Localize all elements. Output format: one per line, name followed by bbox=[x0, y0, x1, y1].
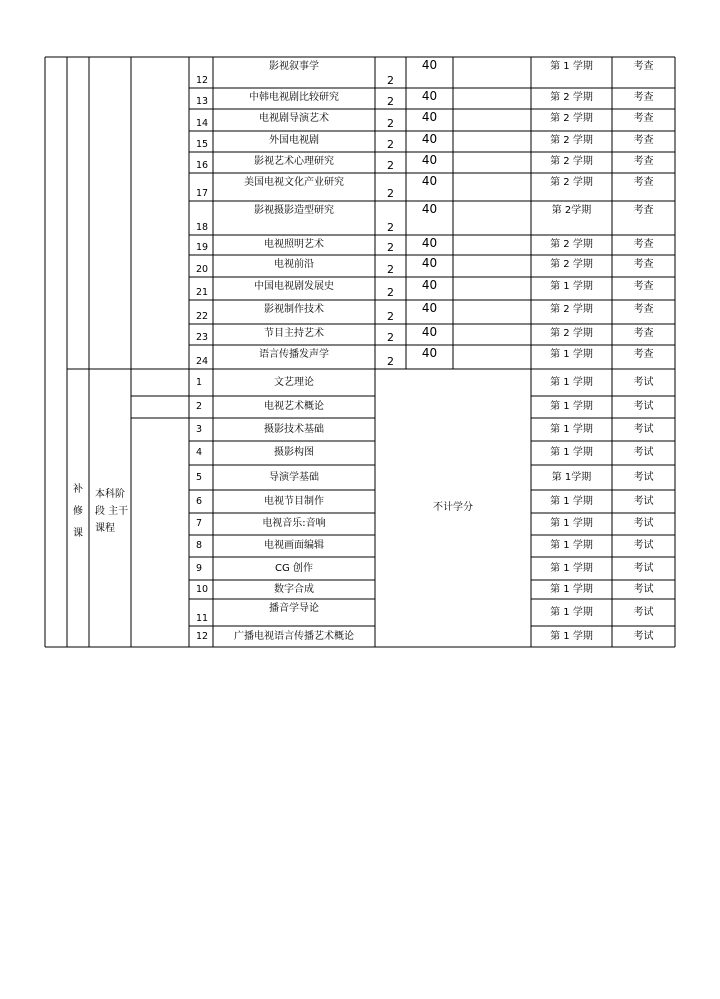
makeup-term-value-text: 第 1 学期 bbox=[550, 540, 593, 551]
makeup-row-number bbox=[189, 396, 213, 418]
makeup-course-name-text: 摄影构图 bbox=[274, 447, 314, 458]
assessment-value-text: 考查 bbox=[633, 304, 654, 315]
credit-value-text: 2 bbox=[387, 263, 394, 276]
makeup-course-name bbox=[213, 599, 375, 626]
term-value bbox=[531, 57, 612, 88]
makeup-term-value bbox=[531, 396, 612, 418]
row-number bbox=[189, 173, 213, 201]
makeup-row-number-text: 11 bbox=[196, 613, 209, 624]
hours-value bbox=[406, 277, 453, 300]
makeup-course-name bbox=[213, 580, 375, 599]
course-name bbox=[213, 345, 375, 369]
assessment-value bbox=[612, 235, 675, 255]
makeup-row-number-text: 3 bbox=[196, 423, 203, 435]
hours-value bbox=[406, 300, 453, 324]
makeup-term-value bbox=[531, 465, 612, 490]
hours-value-text: 40 bbox=[421, 278, 438, 292]
makeup-assessment-value-text: 考试 bbox=[633, 540, 654, 551]
course-name-text: 影视叙事学 bbox=[269, 61, 319, 72]
term-value bbox=[531, 255, 612, 277]
makeup-assessment-value-text: 考试 bbox=[633, 495, 654, 507]
term-value bbox=[531, 324, 612, 345]
assessment-value-text: 考查 bbox=[633, 328, 654, 339]
makeup-term-value bbox=[531, 441, 612, 465]
credit-value-text: 2 bbox=[387, 187, 394, 200]
term-value-text: 第 1 学期 bbox=[550, 281, 593, 292]
term-value-text: 第 2 学期 bbox=[550, 304, 593, 315]
assessment-value bbox=[612, 277, 675, 300]
row-number bbox=[189, 152, 213, 173]
makeup-stage-label: 本科阶段 主干 课程 bbox=[95, 488, 129, 534]
makeup-stage-cell bbox=[89, 480, 131, 542]
row-number bbox=[189, 201, 213, 235]
course-name bbox=[213, 131, 375, 152]
credit-value bbox=[375, 152, 406, 173]
term-value bbox=[531, 152, 612, 173]
credit-value-text: 2 bbox=[387, 355, 394, 368]
credit-value-text: 2 bbox=[387, 117, 394, 130]
makeup-assessment-value-text: 考试 bbox=[633, 606, 654, 618]
makeup-row-number bbox=[189, 490, 213, 513]
makeup-assessment-value bbox=[612, 513, 675, 535]
makeup-row-number bbox=[189, 557, 213, 580]
row-number bbox=[189, 324, 213, 345]
assessment-value bbox=[612, 131, 675, 152]
makeup-course-name bbox=[213, 418, 375, 441]
hours-value bbox=[406, 131, 453, 152]
term-value-text: 第 2 学期 bbox=[550, 259, 593, 270]
hours-value-text: 40 bbox=[421, 236, 438, 250]
course-name-text: 语言传播发声学 bbox=[259, 349, 329, 360]
row-number-text: 17 bbox=[196, 188, 209, 199]
assessment-value bbox=[612, 152, 675, 173]
course-name bbox=[213, 152, 375, 173]
credit-value-text: 2 bbox=[387, 74, 394, 87]
term-value bbox=[531, 300, 612, 324]
assessment-value bbox=[612, 88, 675, 109]
credit-value-text: 2 bbox=[387, 286, 394, 299]
makeup-course-name bbox=[213, 465, 375, 490]
row-number-text: 13 bbox=[196, 96, 209, 107]
makeup-assessment-value bbox=[612, 626, 675, 647]
makeup-assessment-value bbox=[612, 557, 675, 580]
term-value bbox=[531, 277, 612, 300]
term-value-text: 第 2 学期 bbox=[550, 135, 593, 146]
hours-value-text: 40 bbox=[421, 202, 438, 216]
course-name-text: 影视艺术心理研究 bbox=[254, 156, 334, 167]
row-number-text: 20 bbox=[196, 264, 209, 275]
makeup-course-name bbox=[213, 396, 375, 418]
course-name-text: 美国电视文化产业研究 bbox=[244, 177, 344, 188]
term-value-text: 第 2 学期 bbox=[550, 156, 593, 167]
makeup-term-value bbox=[531, 626, 612, 647]
course-name-text: 电视前沿 bbox=[274, 259, 314, 270]
row-number-text: 15 bbox=[196, 139, 209, 150]
hours-value bbox=[406, 255, 453, 277]
hours-value-text: 40 bbox=[421, 132, 438, 146]
assessment-value-text: 考查 bbox=[633, 61, 654, 72]
hours-value bbox=[406, 57, 453, 88]
course-name-text: 电视照明艺术 bbox=[264, 239, 324, 250]
row-number bbox=[189, 88, 213, 109]
makeup-credit-note: 不计学分 bbox=[433, 502, 473, 513]
hours-value-text: 40 bbox=[421, 110, 438, 124]
makeup-course-name-text: 文艺理论 bbox=[274, 376, 314, 388]
hours-value bbox=[406, 345, 453, 369]
row-number-text: 19 bbox=[196, 242, 209, 253]
makeup-course-name-text: 电视艺术概论 bbox=[264, 401, 324, 412]
makeup-row-number-text: 12 bbox=[196, 630, 209, 642]
credit-value bbox=[375, 324, 406, 345]
term-value-text: 第 1 学期 bbox=[550, 349, 593, 360]
makeup-assessment-value bbox=[612, 396, 675, 418]
makeup-term-value-text: 第 1 学期 bbox=[550, 376, 593, 388]
credit-value bbox=[375, 201, 406, 235]
course-name-text: 中韩电视剧比较研究 bbox=[249, 92, 339, 103]
makeup-course-name-text: 电视画面编辑 bbox=[264, 540, 324, 551]
assessment-value-text: 考查 bbox=[633, 259, 654, 270]
assessment-value-text: 考查 bbox=[633, 177, 654, 188]
makeup-category-cell bbox=[67, 479, 89, 545]
makeup-assessment-value bbox=[612, 418, 675, 441]
row-number-text: 23 bbox=[196, 332, 209, 343]
assessment-value bbox=[612, 300, 675, 324]
makeup-term-value bbox=[531, 535, 612, 557]
assessment-value-text: 考查 bbox=[633, 349, 654, 360]
course-name bbox=[213, 173, 375, 201]
makeup-category-char-2: 修 bbox=[73, 506, 83, 517]
course-name-text: 外国电视剧 bbox=[269, 135, 319, 146]
course-name bbox=[213, 201, 375, 235]
row-number bbox=[189, 345, 213, 369]
term-value-text: 第 2 学期 bbox=[550, 328, 593, 339]
assessment-value-text: 考查 bbox=[633, 135, 654, 146]
makeup-assessment-value-text: 考试 bbox=[633, 471, 654, 483]
makeup-course-name-text: 广播电视语言传播艺术概论 bbox=[234, 630, 354, 642]
makeup-term-value-text: 第 1 学期 bbox=[550, 630, 593, 642]
makeup-course-name-text: 播音学导论 bbox=[269, 603, 319, 614]
makeup-assessment-value-text: 考试 bbox=[633, 447, 654, 458]
credit-value-text: 2 bbox=[387, 241, 394, 254]
makeup-assessment-value-text: 考试 bbox=[633, 376, 654, 388]
hours-value bbox=[406, 235, 453, 255]
course-name-text: 影视制作技术 bbox=[264, 304, 324, 315]
term-value-text: 第 2 学期 bbox=[550, 92, 593, 103]
term-value bbox=[531, 88, 612, 109]
row-number bbox=[189, 300, 213, 324]
makeup-row-number-text: 1 bbox=[196, 376, 203, 388]
hours-value bbox=[406, 109, 453, 131]
makeup-term-value-text: 第 1 学期 bbox=[550, 447, 593, 458]
assessment-value-text: 考査 bbox=[633, 205, 654, 216]
makeup-term-value-text: 第 1 学期 bbox=[550, 606, 593, 618]
credit-value bbox=[375, 57, 406, 88]
hours-value-text: 40 bbox=[421, 256, 438, 270]
assessment-value bbox=[612, 57, 675, 88]
credit-value bbox=[375, 88, 406, 109]
makeup-assessment-value bbox=[612, 535, 675, 557]
makeup-course-name bbox=[213, 557, 375, 580]
makeup-course-name bbox=[213, 441, 375, 465]
makeup-term-value-text: 第 1 学期 bbox=[550, 583, 593, 595]
makeup-row-number-text: 5 bbox=[196, 471, 203, 483]
course-name-text: 节目主持艺术 bbox=[264, 328, 324, 339]
makeup-credit-note-cell bbox=[375, 499, 531, 517]
row-number-text: 16 bbox=[196, 160, 209, 171]
credit-value bbox=[375, 300, 406, 324]
hours-value bbox=[406, 88, 453, 109]
course-name bbox=[213, 88, 375, 109]
assessment-value bbox=[612, 201, 675, 235]
credit-value bbox=[375, 255, 406, 277]
term-value-text: 第 1 学期 bbox=[550, 61, 593, 72]
course-name bbox=[213, 255, 375, 277]
assessment-value-text: 考查 bbox=[633, 239, 654, 250]
hours-value bbox=[406, 152, 453, 173]
course-name bbox=[213, 277, 375, 300]
credit-value bbox=[375, 131, 406, 152]
makeup-term-value bbox=[531, 418, 612, 441]
row-number-text: 18 bbox=[196, 222, 209, 233]
hours-value bbox=[406, 173, 453, 201]
hours-value-text: 40 bbox=[421, 174, 438, 188]
hours-value bbox=[406, 201, 453, 235]
makeup-assessment-value bbox=[612, 465, 675, 490]
credit-value-text: 2 bbox=[387, 331, 394, 344]
makeup-term-value bbox=[531, 580, 612, 599]
course-name-text: 影视摄影造型研究 bbox=[254, 205, 334, 216]
makeup-course-name-text: 摄影技术基础 bbox=[264, 423, 324, 435]
assessment-value-text: 考查 bbox=[633, 113, 654, 124]
makeup-row-number bbox=[189, 513, 213, 535]
makeup-course-name bbox=[213, 513, 375, 535]
makeup-assessment-value bbox=[612, 580, 675, 599]
makeup-course-name-text: 电视音乐:音响 bbox=[262, 518, 326, 529]
makeup-row-number bbox=[189, 441, 213, 465]
makeup-row-number bbox=[189, 626, 213, 647]
credit-value-text: 2 bbox=[387, 138, 394, 151]
assessment-value-text: 考查 bbox=[633, 92, 654, 103]
makeup-assessment-value-text: 考试 bbox=[633, 401, 654, 412]
credit-value-text: 2 bbox=[387, 95, 394, 108]
term-value-text: 第 2 学期 bbox=[550, 239, 593, 250]
makeup-term-value-text: 第 1 学期 bbox=[550, 495, 593, 507]
makeup-assessment-value-text: 考试 bbox=[633, 518, 654, 529]
makeup-assessment-value bbox=[612, 369, 675, 396]
hours-value-text: 40 bbox=[421, 346, 438, 360]
makeup-term-value bbox=[531, 369, 612, 396]
course-name bbox=[213, 324, 375, 345]
makeup-assessment-value-text: 考试 bbox=[633, 562, 654, 574]
makeup-row-number-text: 6 bbox=[196, 495, 203, 507]
course-name-text: 电视剧导演艺术 bbox=[259, 113, 329, 124]
assessment-value bbox=[612, 173, 675, 201]
course-name bbox=[213, 300, 375, 324]
credit-value bbox=[375, 173, 406, 201]
hours-value-text: 40 bbox=[421, 301, 438, 315]
hours-value-text: 40 bbox=[421, 325, 438, 339]
term-value-text: 第 2 学期 bbox=[550, 177, 593, 188]
makeup-assessment-value bbox=[612, 599, 675, 626]
hours-value bbox=[406, 324, 453, 345]
makeup-assessment-value bbox=[612, 441, 675, 465]
row-number-text: 22 bbox=[196, 311, 209, 322]
hours-value-text: 40 bbox=[421, 58, 438, 72]
row-number bbox=[189, 57, 213, 88]
makeup-category-char-3: 课 bbox=[73, 528, 83, 539]
makeup-course-name bbox=[213, 535, 375, 557]
makeup-term-value bbox=[531, 513, 612, 535]
makeup-course-name-text: 数字合成 bbox=[274, 583, 314, 595]
row-number-text: 21 bbox=[196, 287, 209, 298]
course-name bbox=[213, 57, 375, 88]
credit-value bbox=[375, 345, 406, 369]
makeup-term-value-text: 第 1 学期 bbox=[550, 518, 593, 529]
row-number bbox=[189, 255, 213, 277]
makeup-row-number-text: 2 bbox=[196, 401, 203, 412]
credit-value bbox=[375, 235, 406, 255]
hours-value-text: 40 bbox=[421, 89, 438, 103]
course-name bbox=[213, 235, 375, 255]
makeup-row-number bbox=[189, 580, 213, 599]
term-value bbox=[531, 131, 612, 152]
credit-value-text: 2 bbox=[387, 221, 394, 234]
term-value-text: 第 2 学期 bbox=[550, 113, 593, 124]
assessment-value-text: 考查 bbox=[633, 281, 654, 292]
term-value bbox=[531, 109, 612, 131]
makeup-row-number-text: 8 bbox=[196, 540, 203, 551]
row-number-text: 24 bbox=[196, 356, 209, 367]
makeup-course-name bbox=[213, 369, 375, 396]
makeup-row-number bbox=[189, 418, 213, 441]
makeup-course-name bbox=[213, 626, 375, 647]
makeup-term-value-text: 第 1 学期 bbox=[550, 562, 593, 574]
row-number bbox=[189, 235, 213, 255]
makeup-assessment-value-text: 考试 bbox=[633, 583, 654, 595]
term-value bbox=[531, 201, 612, 235]
makeup-term-value bbox=[531, 557, 612, 580]
assessment-value bbox=[612, 109, 675, 131]
makeup-term-value-text: 第 1 学期 bbox=[550, 401, 593, 412]
credit-value-text: 2 bbox=[387, 310, 394, 323]
makeup-term-value-text: 第 1学期 bbox=[551, 471, 592, 483]
row-number-text: 14 bbox=[196, 118, 209, 129]
makeup-row-number-text: 7 bbox=[196, 518, 203, 529]
makeup-term-value bbox=[531, 599, 612, 626]
course-name bbox=[213, 109, 375, 131]
assessment-value bbox=[612, 345, 675, 369]
makeup-row-number bbox=[189, 535, 213, 557]
assessment-value-text: 考查 bbox=[633, 156, 654, 167]
row-number-text: 12 bbox=[196, 75, 209, 86]
makeup-row-number bbox=[189, 599, 213, 626]
makeup-row-number bbox=[189, 465, 213, 490]
makeup-assessment-value-text: 考试 bbox=[633, 423, 654, 435]
makeup-course-name-text: 电视节目制作 bbox=[264, 495, 324, 507]
course-name-text: 中国电视剧发展史 bbox=[254, 281, 334, 292]
assessment-value bbox=[612, 324, 675, 345]
makeup-assessment-value bbox=[612, 490, 675, 513]
term-value bbox=[531, 173, 612, 201]
makeup-assessment-value-text: 考试 bbox=[633, 630, 654, 642]
row-number bbox=[189, 109, 213, 131]
makeup-course-name-text: CG 创作 bbox=[275, 562, 313, 574]
makeup-course-name-text: 导演学基础 bbox=[269, 471, 319, 483]
credit-value bbox=[375, 109, 406, 131]
row-number bbox=[189, 277, 213, 300]
term-value bbox=[531, 235, 612, 255]
makeup-row-number-text: 9 bbox=[196, 562, 203, 574]
row-number bbox=[189, 131, 213, 152]
credit-value-text: 2 bbox=[387, 159, 394, 172]
makeup-term-value-text: 第 1 学期 bbox=[550, 423, 593, 435]
credit-value bbox=[375, 277, 406, 300]
term-value-text: 第 2学期 bbox=[551, 205, 592, 216]
makeup-row-number bbox=[189, 369, 213, 396]
makeup-row-number-text: 4 bbox=[196, 447, 203, 458]
assessment-value bbox=[612, 255, 675, 277]
makeup-term-value bbox=[531, 490, 612, 513]
makeup-row-number-text: 10 bbox=[196, 583, 209, 595]
makeup-category-char-1: 补 bbox=[73, 484, 83, 495]
hours-value-text: 40 bbox=[421, 153, 438, 167]
term-value bbox=[531, 345, 612, 369]
makeup-course-name bbox=[213, 490, 375, 513]
